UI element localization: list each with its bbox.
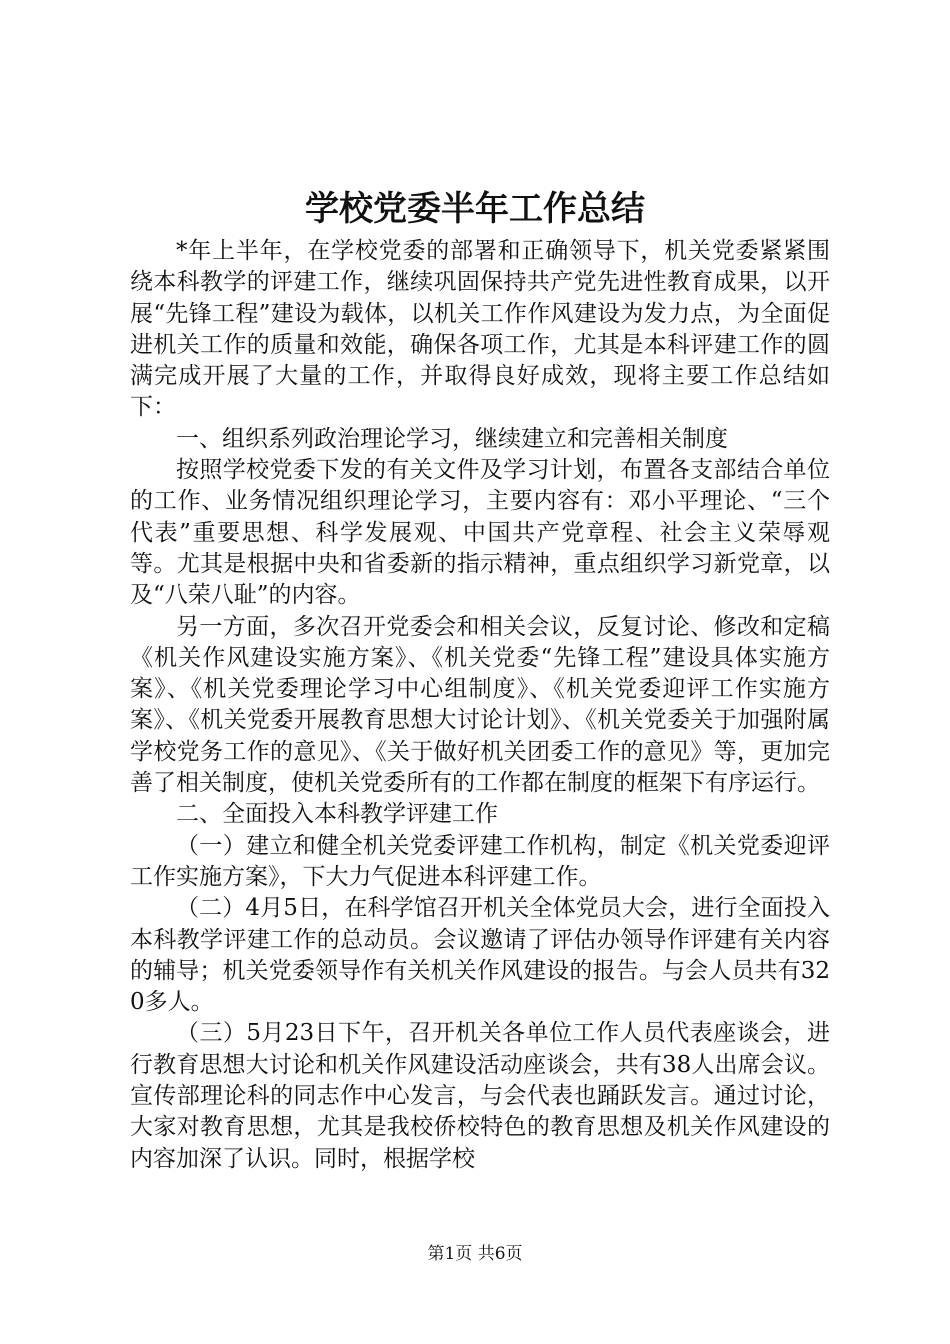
paragraph-study: 按照学校党委下发的有关文件及学习计划，布置各支部结合单位的工作、业务情况组织理论学习，主要内容有：邓小平理论、“三个代表”重要思想、科学发展观、中国共产党章程、社会主义荣辱观等。尤其是根据中央和省委新的指示精神，重点组织学习新党章，以及“八荣八耻”的内容。 [130, 457, 830, 609]
paragraph-intro: *年上半年，在学校党委的部署和正确领导下，机关党委紧紧围绕本科教学的评建工作，继续巩固保持共产党先进性教育成果，以开展“先锋工程”建设为载体，以机关工作作风建设为发力点，为全面促进机关工作的质量和效能，确保各项工作，尤其是本科评建工作的圆满完成开展了大量的工作，并取得良好成效，现将主要工作总结如下： [130, 238, 830, 421]
paragraph-item-3: （三）5月23日下午，召开机关各单位工作人员代表座谈会，进行教育思想大讨论和机关作风建设活动座谈会，共有38人出席会议。宣传部理论科的同志作中心发言，与会代表也踊跃发言。通过讨论，大家对教育思想，尤其是我校侨校特色的教育思想及机关作风建设的内容加深了认识。同时，根据学校 [130, 1020, 830, 1172]
document-title: 学校党委半年工作总结 [305, 189, 645, 229]
document-body [130, 236, 830, 1175]
paragraph-regulations: 另一方面，多次召开党委会和相关会议，反复讨论、修改和定稿《机关作风建设实施方案》、《机关党委“先锋工程”建设具体实施方案》、《机关党委理论学习中心组制度》、《机关党委迎评工作实施方案》、《机关党委开展教育思想大讨论计划》、《机关党委关于加强附属学校党务工作的意见》、《关于做好机关团委工作的意见》等，更加完善了相关制度，使机关党委所有的工作都在制度的框架下有序运行。 [130, 613, 830, 797]
paragraph-item-1: （一）建立和健全机关党委评建工作机构，制定《机关党委迎评工作实施方案》，下大力气促进本科评建工作。 [130, 832, 830, 890]
page-footer: 第1页 共6页 [427, 1244, 523, 1264]
paragraph-item-2: （二）4月5日，在科学馆召开机关全体党员大会，进行全面投入本科教学评建工作的总动员。会议邀请了评估办领导作评建有关内容的辅导；机关党委领导作有关机关作风建设的报告。与会人员共有320多人。 [130, 895, 830, 1016]
section-heading-2: 二、全面投入本科教学评建工作 [176, 801, 498, 828]
section-heading-1: 一、组织系列政治理论学习，继续建立和完善相关制度 [176, 425, 728, 452]
